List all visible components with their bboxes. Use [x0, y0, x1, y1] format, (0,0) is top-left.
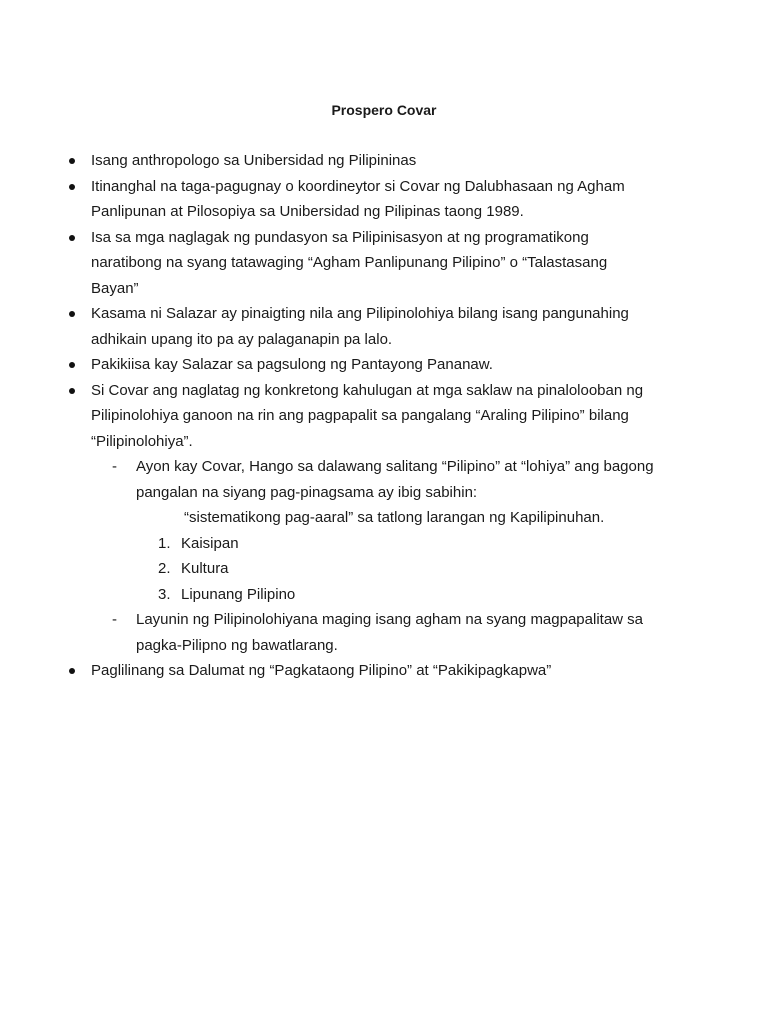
bullet-text-line: Itinanghal na taga-pagugnay o koordineytor si Covar ng Dalubhasaan ng Agham: [91, 177, 625, 195]
bullet-item: [66, 658, 726, 684]
bullet-text-line: Panlipunan at Pilosopiya sa Unibersidad ng Pilipinas taong 1989.: [91, 203, 524, 220]
document-title: Prospero Covar: [331, 102, 437, 118]
sub-text-line: Layunin ng Pilipinolohiyana maging isang agham na syang magpapalitaw sa: [136, 611, 644, 628]
numbered-item-text: Kaisipan: [181, 534, 239, 552]
bullet-dot-icon: [69, 668, 75, 674]
numbered-item: [136, 582, 726, 608]
bullet-dot-icon: [69, 311, 75, 317]
item-number: 3.: [158, 585, 171, 603]
bullet-list: [66, 148, 726, 684]
sub-text-line: Ayon kay Covar, Hango sa dalawang salitang “Pilipino” at “lohiya” ang bagong: [136, 458, 654, 475]
bullet-text-line: naratibong na syang tatawaging “Agham Panlipunang Pilipino” o “Talastasang: [91, 254, 608, 271]
bullet-text-line: Isang anthropologo sa Unibersidad ng Pilipininas: [91, 152, 417, 169]
bullet-text-line: Isa sa mga naglagak ng pundasyon sa Pilipinisasyon at ng programatikong: [91, 228, 589, 246]
bullet-item: [66, 225, 726, 302]
sub-item: [91, 454, 726, 607]
numbered-item-text: Lipunang Pilipino: [181, 585, 296, 603]
sub-list: [91, 454, 726, 658]
quoted-definition: “sistematikong pag-aaral” sa tatlong larangan ng Kapilipinuhan.: [184, 509, 605, 526]
bullet-text-line: Paglilinang sa Dalumat ng “Pagkataong Pilipino” at “Pakikipagkapwa”: [91, 662, 552, 679]
numbered-item: [136, 531, 726, 557]
bullet-item: [66, 301, 726, 352]
sub-item: [91, 607, 726, 658]
bullet-item: [66, 174, 726, 225]
bullet-dot-icon: [69, 184, 75, 190]
dash-marker: -: [112, 458, 117, 475]
item-number: 2.: [158, 560, 171, 577]
sub-text-line: pangalan na siyang pag-pinagsama ay ibig sabihin:: [136, 483, 478, 501]
bullet-dot-icon: [69, 362, 75, 368]
numbered-list: [136, 531, 726, 608]
bullet-text-line: Pilipinolohiya ganoon na rin ang pagpapalit sa pangalang “Araling Pilipino” bilang: [91, 407, 629, 424]
item-number: 1.: [158, 534, 171, 552]
bullet-item: [66, 352, 726, 378]
bullet-item: [66, 378, 726, 659]
bullet-text-line: Bayan”: [91, 279, 139, 297]
numbered-item-text: Kultura: [181, 560, 229, 577]
bullet-text-line: Si Covar ang naglatag ng konkretong kahulugan at mga saklaw na pinalolooban ng: [91, 381, 644, 399]
dash-marker: -: [112, 611, 117, 628]
bullet-dot-icon: [69, 388, 75, 394]
numbered-item: [136, 556, 726, 582]
bullet-text-line: Kasama ni Salazar ay pinaigting nila ang Pilipinolohiya bilang isang pangunahing: [91, 305, 629, 322]
sub-text-line: pagka-Pilipno ng bawatlarang.: [136, 636, 338, 654]
bullet-item: [66, 148, 726, 174]
bullet-dot-icon: [69, 158, 75, 164]
bullet-dot-icon: [69, 235, 75, 241]
bullet-text-line: “Pilipinolohiya”.: [91, 432, 193, 450]
bullet-text-line: adhikain upang ito pa ay palaganapin pa lalo.: [91, 330, 393, 348]
bullet-text-line: Pakikiisa kay Salazar sa pagsulong ng Pantayong Pananaw.: [91, 356, 493, 373]
